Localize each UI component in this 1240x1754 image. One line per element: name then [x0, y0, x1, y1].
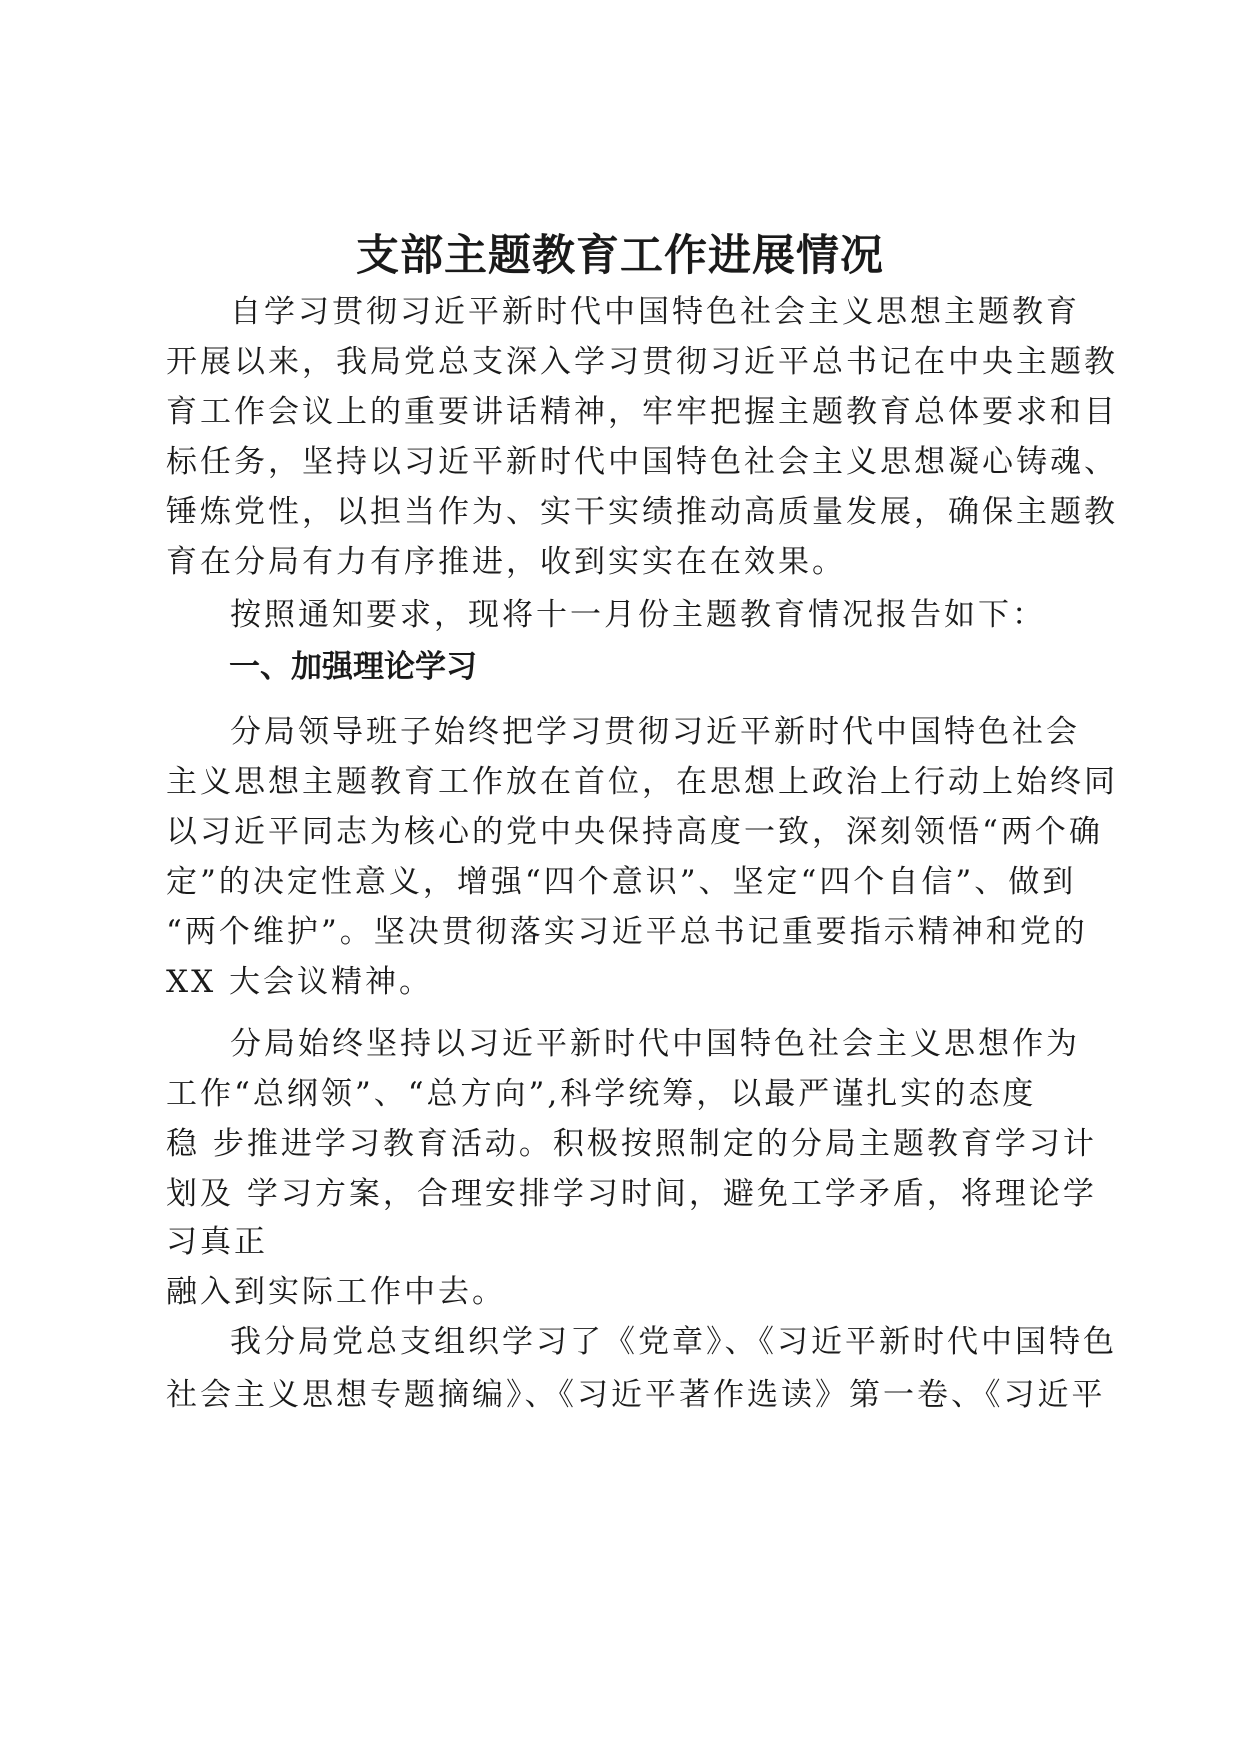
paragraph-line: 社会主义思想专题摘编》、《习近平著作选读》第一卷、《习近平 — [166, 1377, 1106, 1413]
paragraph-line: 融入到实际工作中去。 — [166, 1274, 506, 1310]
paragraph-line: 以习近平同志为核心的党中央保持高度一致，深刻领悟“两个确 — [166, 814, 1103, 850]
paragraph-line: 习真正 — [166, 1224, 268, 1260]
paragraph-line: 定”的决定性意义，增强“四个意识”、坚定“四个自信”、做到 — [166, 864, 1077, 900]
paragraph-line: 标任务，坚持以习近平新时代中国特色社会主义思想凝心铸魂、 — [166, 444, 1118, 480]
paragraph-line: 分局始终坚持以习近平新时代中国特色社会主义思想作为 — [230, 1026, 1080, 1062]
paragraph-line: “两个维护”。坚决贯彻落实习近平总书记重要指示精神和党的 — [166, 914, 1088, 950]
paragraph-line: 主义思想主题教育工作放在首位，在思想上政治上行动上始终同 — [166, 764, 1118, 800]
paragraph-line: 工作“总纲领”、“总方向”,科学统筹，以最严谨扎实的态度 — [166, 1076, 1037, 1112]
paragraph-line: 开展以来，我局党总支深入学习贯彻习近平总书记在中央主题教 — [166, 344, 1118, 380]
paragraph-line: 育在分局有力有序推进，收到实实在在效果。 — [166, 544, 846, 580]
paragraph-line: 划及 学习方案，合理安排学习时间，避免工学矛盾，将理论学 — [166, 1176, 1097, 1212]
paragraph-line: 稳 步推进学习教育活动。积极按照制定的分局主题教育学习计 — [166, 1126, 1097, 1162]
paragraph-line: 自学习贯彻习近平新时代中国特色社会主义思想主题教育 — [230, 294, 1080, 330]
paragraph-line: 锤炼党性，以担当作为、实干实绩推动高质量发展，确保主题教 — [166, 494, 1118, 530]
paragraph-line: 育工作会议上的重要讲话精神，牢牢把握主题教育总体要求和目 — [166, 394, 1118, 430]
section-heading: 一、加强理论学习 — [229, 649, 477, 685]
document-title: 支部主题教育工作进展情况 — [356, 231, 884, 281]
paragraph-line: 我分局党总支组织学习了《党章》、《习近平新时代中国特色 — [230, 1324, 1117, 1360]
paragraph-report-intro: 按照通知要求，现将十一月份主题教育情况报告如下： — [230, 597, 1046, 633]
paragraph-line: XX 大会议精神。 — [166, 964, 433, 1000]
paragraph-line: 分局领导班子始终把学习贯彻习近平新时代中国特色社会 — [230, 714, 1080, 750]
